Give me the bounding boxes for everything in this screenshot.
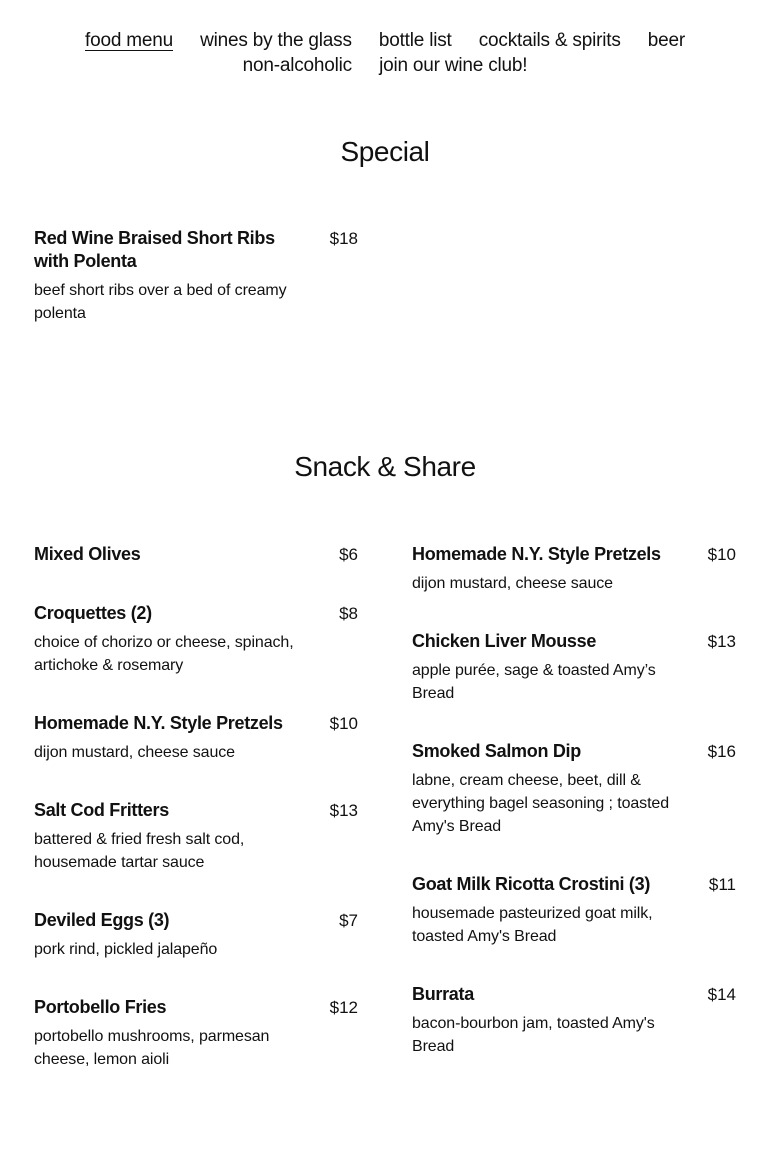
menu-item-name: Homemade N.Y. Style Pretzels <box>34 713 283 733</box>
menu-item-description: dijon mustard, cheese sauce <box>412 575 613 592</box>
menu-item-name: Homemade N.Y. Style Pretzels <box>412 544 661 564</box>
nav-link-cocktails-spirits[interactable]: cocktails & spirits <box>478 30 621 51</box>
menu-item-header <box>34 227 358 273</box>
section-title-special: Special <box>340 136 430 167</box>
nav-link-non-alcoholic[interactable]: non-alcoholic <box>242 55 352 76</box>
menu-item-price: $16 <box>707 742 736 761</box>
menu-item-price: $12 <box>329 998 358 1017</box>
menu-item-name: Burrata <box>412 984 474 1004</box>
menu-item-description: battered & fried fresh salt cod, housemade tartar sauce <box>34 831 245 871</box>
nav-row-2 <box>0 53 770 78</box>
menu-item-price: $13 <box>329 801 358 820</box>
menu-item <box>412 873 736 948</box>
menu-item-name: Portobello Fries <box>34 997 167 1017</box>
category-nav <box>0 28 770 78</box>
menu-item <box>34 909 358 961</box>
menu-item-name: Mixed Olives <box>34 544 141 564</box>
menu-item-price: $13 <box>707 632 736 651</box>
menu-item <box>34 602 358 677</box>
menu-item-name: Red Wine Braised Short Ribs with Polenta <box>34 228 275 271</box>
menu-item-price: $11 <box>708 875 736 894</box>
menu-item <box>34 543 358 566</box>
menu-item-description: choice of chorizo or cheese, spinach, artichoke & rosemary <box>34 634 294 674</box>
menu-item-description: bacon-bourbon jam, toasted Amy's Bread <box>412 1015 655 1055</box>
menu-item-description: apple purée, sage & toasted Amy’s Bread <box>412 662 656 702</box>
menu-item-header <box>34 996 358 1019</box>
menu-item-description: labne, cream cheese, beet, dill & everything bagel seasoning ; toasted Amy's Bread <box>412 772 670 835</box>
menu-item-name: Croquettes (2) <box>34 603 152 623</box>
menu-item-header <box>412 543 736 566</box>
menu-item-name: Chicken Liver Mousse <box>412 631 597 651</box>
menu-item-header <box>34 543 358 566</box>
menu-item-description: dijon mustard, cheese sauce <box>34 744 235 761</box>
menu-item <box>34 712 358 764</box>
section-title-snack-share: Snack & Share <box>294 451 476 482</box>
menu-item-header <box>412 740 736 763</box>
menu-item-description: housemade pasteurized goat milk, toasted Amy's Bread <box>412 905 653 945</box>
menu-item-price: $14 <box>707 985 736 1004</box>
menu-item-description: pork rind, pickled jalapeño <box>34 941 218 958</box>
menu-item-header <box>34 712 358 735</box>
menu-item-price: $10 <box>707 545 736 564</box>
nav-link-food-menu[interactable]: food menu <box>85 30 174 51</box>
menu-item-price: $10 <box>329 714 358 733</box>
menu-item-price: $6 <box>339 545 358 564</box>
nav-link-beer[interactable]: beer <box>647 30 685 51</box>
menu-item <box>412 983 736 1058</box>
menu-item-header <box>412 983 736 1006</box>
menu-item-header <box>34 602 358 625</box>
menu-item-description: beef short ribs over a bed of creamy polenta <box>34 282 287 322</box>
menu-item-header <box>34 909 358 932</box>
menu-item <box>34 227 358 325</box>
nav-row-1 <box>0 28 770 53</box>
menu-item-price: $8 <box>339 604 358 623</box>
menu-item <box>34 799 358 874</box>
menu-item-name: Deviled Eggs (3) <box>34 910 170 930</box>
menu-item <box>34 996 358 1071</box>
nav-link-bottle-list[interactable]: bottle list <box>378 30 452 51</box>
nav-link-wines-by-the-glass[interactable]: wines by the glass <box>200 30 352 51</box>
menu-item-description: portobello mushrooms, parmesan cheese, lemon aioli <box>34 1028 270 1068</box>
nav-link-wine-club[interactable]: join our wine club! <box>379 55 528 76</box>
menu-item-header <box>412 873 736 896</box>
menu-item-price: $18 <box>329 229 358 248</box>
menu-item-name: Smoked Salmon Dip <box>412 741 581 761</box>
menu-item <box>412 740 736 838</box>
menu-item <box>412 630 736 705</box>
menu-item-header <box>412 630 736 653</box>
menu-item-name: Salt Cod Fritters <box>34 800 169 820</box>
menu-item-price: $7 <box>339 911 358 930</box>
menu-item-header <box>34 799 358 822</box>
menu-item-name: Goat Milk Ricotta Crostini (3) <box>412 874 651 894</box>
menu-item <box>412 543 736 595</box>
